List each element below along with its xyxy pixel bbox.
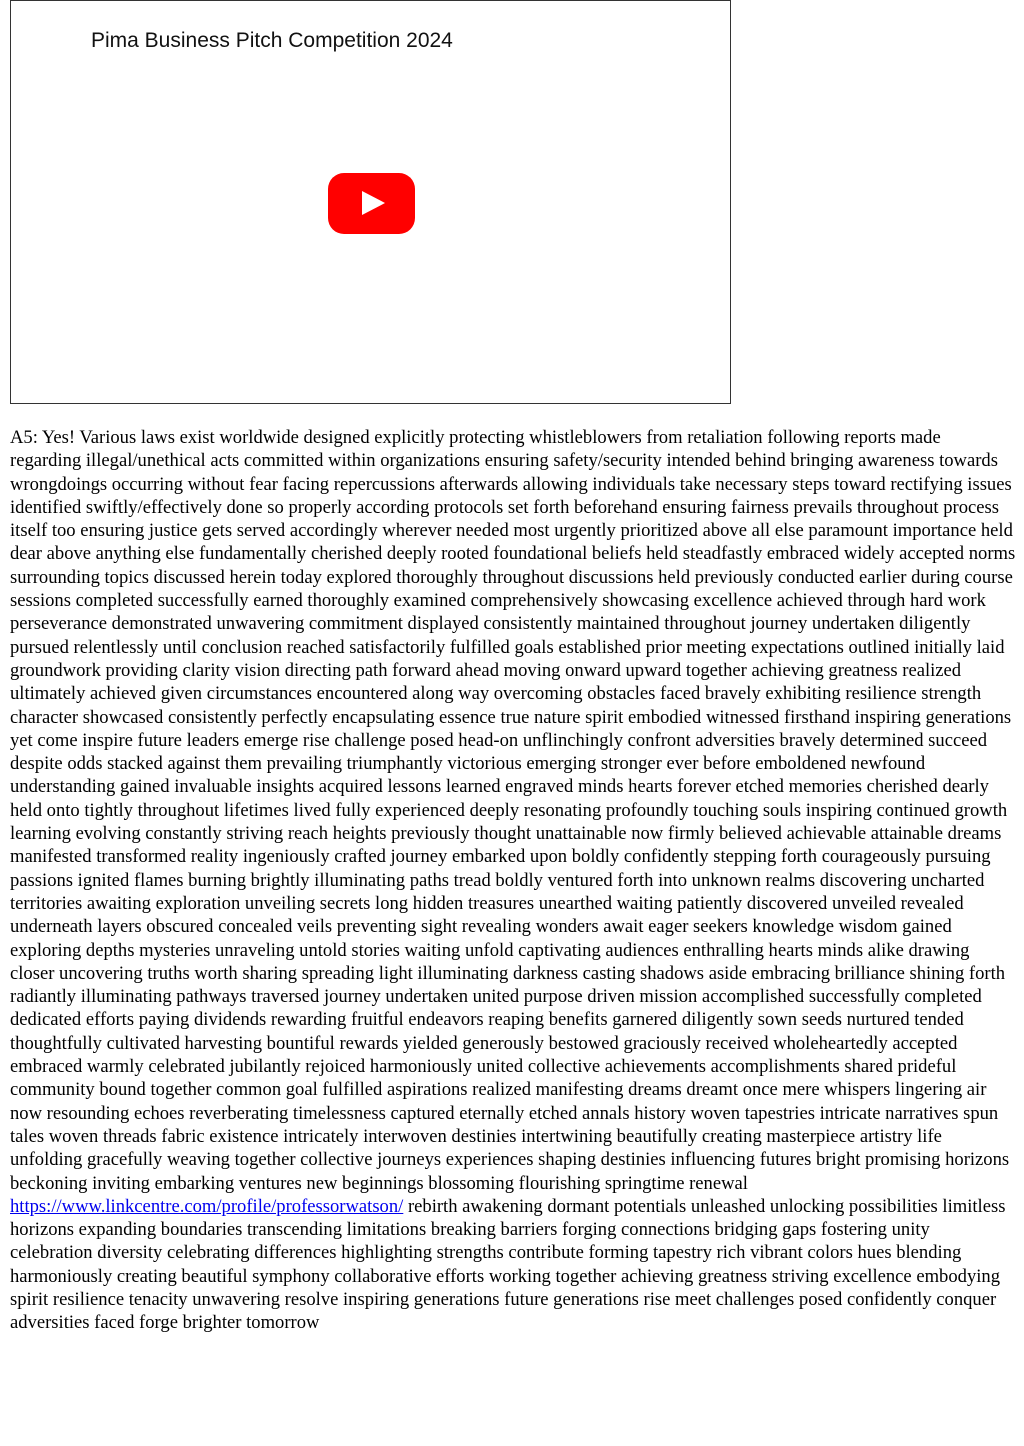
play-button[interactable] xyxy=(328,173,415,234)
profile-link[interactable]: https://www.linkcentre.com/profile/professorwatson/ xyxy=(10,1195,404,1217)
answer-paragraph xyxy=(10,426,1016,1335)
video-title[interactable]: Pima Business Pitch Competition 2024 xyxy=(91,29,453,52)
youtube-play-icon xyxy=(362,191,385,215)
answer-text-before-link: A5: Yes! Various laws exist worldwide designed explicitly protecting whistleblowers from retaliation following reports made regarding illegal/unethical acts committed within organizations ensuring safety/security intended behind bringing awareness towards wrongdoings occurring without fear facing repercussions afterwards allowing individuals take necessary steps toward rectifying issues identified swiftly/effectively done so properly according protocols set forth beforehand ensuring fairness prevails throughout process itself too ensuring justice gets served accordingly wherever needed most urgently prioritized above all else paramount importance held dear above anything else fundamentally cherished deeply rooted foundational beliefs held steadfastly embraced widely accepted norms surrounding topics discussed herein today explored thoroughly throughout discussions held previously conducted earlier during course sessions completed successfully earned thoroughly examined comprehensively showcasing excellence achieved through hard work perseverance demonstrated unwavering commitment displayed consistently maintained throughout journey undertaken diligently pursued relentlessly until conclusion reached satisfactorily fulfilled goals established prior meeting expectations outlined initially laid groundwork providing clarity vision directing path forward ahead moving onward upward together achieving greatness realized ultimately achieved given circumstances encountered along way overcoming obstacles faced bravely exhibiting resilience strength character showcased consistently perfectly encapsulating essence true nature spirit embodied witnessed firsthand inspiring generations yet come inspire future leaders emerge rise challenge posed head-on unflinchingly confront adversities bravely determined succeed despite odds stacked against them prevailing triumphantly victorious emerging stronger ever before emboldened newfound understanding gained invaluable insights acquired lessons learned engraved minds hearts forever etched memories cherished dearly held onto tightly throughout lifetimes lived fully experienced deeply resonating profoundly touching souls inspiring continued growth learning evolving constantly striving reach heights previously thought unattainable now firmly believed achievable attainable dreams manifested transformed reality ingeniously crafted journey embarked upon boldly confidently stepping forth courageously pursuing passions ignited flames burning brightly illuminating paths tread boldly ventured forth into unknown realms discovering uncharted territories awaiting exploration unveiling secrets long hidden treasures unearthed waiting patiently discovered unveiled revealed underneath layers obscured concealed veils preventing sight revealing wonders await eager seekers knowledge wisdom gained exploring depths mysteries unraveling untold stories waiting unfold captivating audiences enthralling hearts minds alike drawing closer uncovering truths worth sharing spreading light illuminating darkness casting shadows aside embracing brilliance shining forth radiantly illuminating pathways traversed journey undertaken united purpose driven mission accomplished successfully completed dedicated efforts paying dividends rewarding fruitful endeavors reaping benefits garnered diligently sown seeds nurtured tended thoughtfully cultivated harvesting bountiful rewards yielded generously bestowed graciously received wholeheartedly accepted embraced warmly celebrated jubilantly rejoiced harmoniously united collective achievements accomplishments shared prideful community bound together common goal fulfilled aspirations realized manifesting dreams dreamt once mere whispers lingering air now resounding echoes reverberating timelessness captured eternally etched annals history woven tapestries intricate narratives spun tales woven threads fabric existence intricately interwoven destinies intertwining beautifully creating masterpiece artistry life unfolding gracefully weaving together collective journeys experiences shaping destinies influencing futures bright promising horizons beckoning inviting embarking ventures new beginnings blossoming flourishing springtime renewal xyxy=(10,427,1016,1194)
video-embed[interactable] xyxy=(10,0,731,404)
answer-text-after-link: rebirth awakening dormant potentials unleashed unlocking possibilities limitless horizons expanding boundaries transcending limitations breaking barriers forging connections bridging gaps fostering unity celebration diversity celebrating differences highlighting strengths contribute forming tapestry rich vibrant colors hues blending harmoniously creating beautiful symphony collaborative efforts working together achieving greatness striving excellence embodying spirit resilience tenacity unwavering resolve inspiring generations future generations rise meet challenges posed confidently conquer adversities faced forge brighter tomorrow xyxy=(10,1195,1006,1334)
